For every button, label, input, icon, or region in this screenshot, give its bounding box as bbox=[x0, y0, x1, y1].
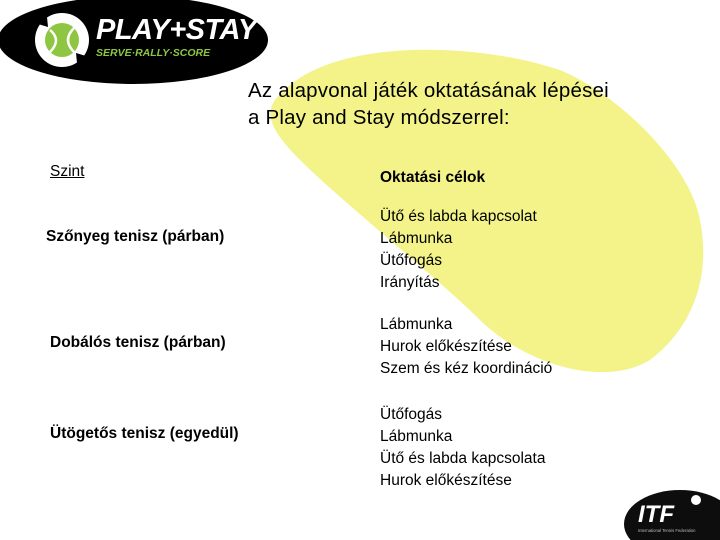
goal-item: Ütőfogás bbox=[380, 406, 443, 423]
goal-item: Ütő és labda kapcsolata bbox=[380, 450, 546, 467]
header-level: Szint bbox=[50, 163, 85, 180]
goal-item: Hurok előkészítése bbox=[380, 338, 512, 355]
level-row-1: Szőnyeg tenisz (párban) bbox=[46, 228, 225, 245]
goal-item: Ütő és labda kapcsolat bbox=[380, 208, 537, 225]
title-line-1: Az alapvonal játék oktatásának lépései bbox=[248, 79, 609, 102]
goal-item: Lábmunka bbox=[380, 316, 453, 333]
logo-title: PLAY+STAY bbox=[96, 14, 257, 46]
goal-item: Lábmunka bbox=[380, 230, 453, 247]
itf-logo bbox=[608, 476, 720, 540]
goal-item: Szem és kéz koordináció bbox=[380, 360, 553, 377]
play-stay-logo bbox=[0, 0, 270, 86]
title-line-2: a Play and Stay módszerrel: bbox=[248, 106, 510, 129]
goals-row-1 bbox=[380, 206, 537, 294]
level-row-2: Dobálós tenisz (párban) bbox=[50, 334, 226, 351]
goal-item: Hurok előkészítése bbox=[380, 472, 512, 489]
logo-subtitle: SERVE·RALLY·SCORE bbox=[96, 47, 211, 59]
itf-logo-subtext: International Tennis Federation bbox=[638, 528, 696, 533]
header-goals: Oktatási célok bbox=[380, 169, 486, 186]
goals-row-2 bbox=[380, 314, 552, 380]
level-row-3: Ütögetős tenisz (egyedül) bbox=[50, 425, 239, 442]
itf-logo-text: ITF bbox=[638, 501, 674, 528]
tennis-ball-icon bbox=[691, 495, 701, 505]
goal-item: Ütőfogás bbox=[380, 252, 443, 269]
goal-item: Lábmunka bbox=[380, 428, 453, 445]
goal-item: Irányítás bbox=[380, 274, 440, 291]
slide-title bbox=[248, 77, 609, 131]
goals-row-3 bbox=[380, 404, 545, 492]
